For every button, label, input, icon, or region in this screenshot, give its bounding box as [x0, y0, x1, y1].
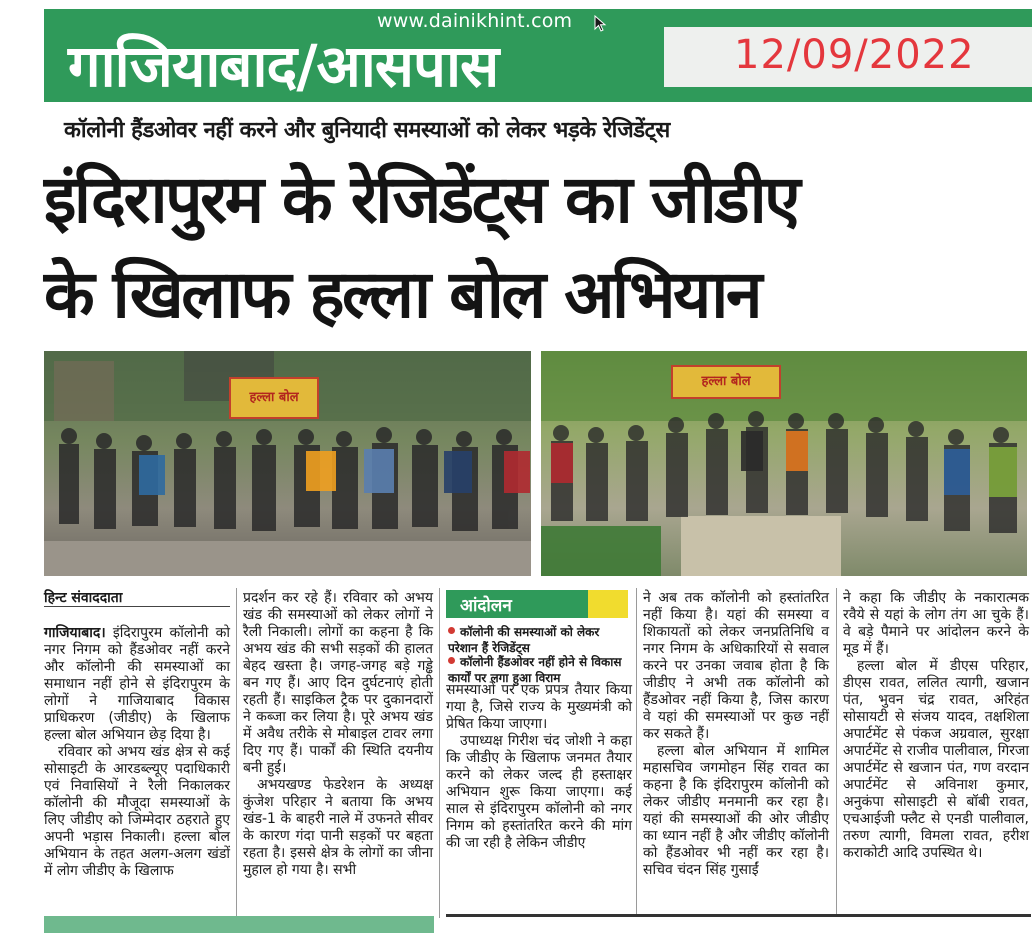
rally-photo-left	[44, 351, 531, 576]
headline-line-1: इंदिरापुरम के रेजिडेंट्स का जीडीए	[44, 161, 799, 238]
column-divider	[836, 588, 837, 918]
infobox-accent	[588, 590, 628, 618]
article-paragraph: रविवार को अभय खंड क्षेत्र से कई सोसाइटी के आरडब्ल्यूए पदाधिकारी एवं निवासियों ने रैली निकालकर कॉलोनी की मौजूदा समस्याओं के लिए जीडीए को जिम्मेदार ठहराते हुए अपनी भड़ास निकाली। हल्ला बोल अभियान के तहत अलग-अलग खंडों में लोग जीडीए के खिलाफ	[44, 744, 230, 879]
next-story-strip	[44, 916, 434, 933]
article-paragraph: गाजियाबाद। इंदिरापुरम कॉलोनी को नगर निगम को हैंडओवर नहीं करने और कॉलोनी की समस्याओं का समाधान नहीं होने से इंदिरापुरम के लोगों ने गाजियाबाद विकास प्राधिकरण (जीडीए) के खिलाफ हल्ला बोल अभियान छेड़ दिया है।	[44, 625, 230, 743]
dateline: गाजियाबाद।	[44, 625, 106, 641]
article-subheadline: कॉलोनी हैंडओवर नहीं करने और बुनियादी समस्याओं को लेकर भड़के रेजिडेंट्स	[64, 118, 670, 143]
crowd-silhouette-right	[541, 351, 1027, 576]
article-paragraph: प्रदर्शन कर रहे हैं। रविवार को अभय खंड की समस्याओं को लेकर लोगों ने रैली निकाली। लोगों का कहना है कि अभय खंड की सभी सड़कों की हालत बेहद खस्ता है। जगह-जगह बड़े गड्ढे बन गए हैं। आए दिन दुर्घटनाएं होती रहती हैं। साइकिल ट्रैक पर दुकानदारों ने कब्जा कर लिया है। पूरे अभय खंड में अवैध तरीके से मोबाइल टावर लगा दिए गए हैं। पार्कों की स्थिति दयनीय बनी हुई।	[243, 590, 433, 776]
column-divider	[236, 588, 237, 918]
article-column-5	[843, 590, 1029, 862]
infobox	[446, 590, 628, 685]
bullet-icon	[448, 657, 455, 664]
website-url[interactable]: www.dainikhint.com	[377, 10, 573, 32]
rally-banner-right-text: हल्ला बोल	[701, 374, 751, 389]
rally-banner-left	[229, 377, 319, 419]
rally-banner-left-text: हल्ला बोल	[249, 390, 299, 405]
article-paragraph: हल्ला बोल में डीएस परिहार, डीएस रावत, ललित त्यागी, खजान पंत, भुवन चंद्र रावत, अरिहंत सोसायटी से संजय यादव, तक्षशिला अपार्टमेंट से पंकज अग्रवाल, सुरक्षा अपार्टमेंट से राजीव पालीवाल, गिरजा अपार्टमेंट से खजान पंत, गण वरदान अपार्टमेंट से अविनाश कुमार, अनुकंपा सोसाइटी से बॉबी रावत, एचआईजी फ्लैट से एनडी पालीवाल, तरुण त्यागी, विमला रावत, हरीश कराकोटी आदि उपस्थित थे।	[843, 658, 1029, 861]
infobox-header	[446, 590, 628, 618]
section-banner	[44, 9, 1032, 102]
article-paragraph: अभयखण्ड फेडरेशन के अध्यक्ष कुंजेश परिहार ने बताया कि अभय खंड-1 के बाहरी नाले में उफनते सीवर के कारण गंदा पानी सड़कों पर बहता रहता है। इससे क्षेत्र के लोगों का जीना मुहाल हो गया है। सभी	[243, 777, 433, 878]
infobox-item: कॉलोनी हैंडओवर नहीं होने से विकास कार्यों पर लगा हुआ विराम	[448, 655, 622, 685]
column-divider	[439, 588, 440, 918]
section-title: गाजियाबाद/आसपास	[68, 32, 499, 100]
mouse-cursor-icon	[594, 15, 608, 33]
byline: हिन्ट संवाददाता	[44, 590, 123, 606]
article-paragraph: समस्याओं पर एक प्रपत्र तैयार किया गया है, जिसे राज्य के मुख्यमंत्री को प्रेषित किया जाएगा।	[446, 682, 632, 732]
article-column-4	[643, 590, 829, 879]
issue-date: 12/09/2022	[734, 32, 975, 78]
article-paragraph: उपाध्यक्ष गिरीश चंद जोशी ने कहा कि जीडीए के खिलाफ जनमत तैयार करने को लेकर जल्द ही हस्ताक्षर अभियान शुरू किया जाएगा। कई साल से इंदिरापुरम कॉलोनी को नगर निगम को हस्तांतरित करने की मांग की जा रही है लेकिन जीडीए	[446, 733, 632, 851]
rally-banner-right	[671, 365, 781, 399]
article-column-3	[446, 682, 632, 852]
article-column-1	[44, 625, 230, 880]
date-box	[664, 27, 1032, 87]
article-paragraph: हल्ला बोल अभियान में शामिल महासचिव जगमोहन सिंह रावत का कहना है कि इंदिरापुरम कॉलोनी को लेकर जीडीए मनमानी कर रहा है। यहां की समस्याओं की ओर जीडीए का ध्यान नहीं है और जीडीए कॉलोनी को हैंडओवर भी नहीं कर रहा है। सचिव चंदन सिंह गुसाईं	[643, 743, 829, 878]
infobox-item: कॉलोनी की समस्याओं को लेकर परेशान हैं रेजिडेंट्स	[448, 625, 600, 655]
article-headline	[44, 152, 1034, 342]
article-paragraph: ने कहा कि जीडीए के नकारात्मक रवैये से यहां के लोग तंग आ चुके हैं। वे बड़े पैमाने पर आंदोलन करने के मूड में हैं।	[843, 590, 1029, 657]
infobox-title: आंदोलन	[460, 596, 512, 616]
byline-divider	[44, 606, 230, 607]
headline-line-2: के खिलाफ हल्ला बोल अभियान	[44, 256, 761, 333]
bullet-icon	[448, 627, 455, 634]
next-story-headline-rule	[446, 914, 1031, 933]
article-paragraph: ने अब तक कॉलोनी को हस्तांतरित नहीं किया है। यहां की समस्या व शिकायतों को लेकर जनप्रतिनिधि व नगर निगम के अधिकारियों से सवाल करने पर उनका जवाब होता है कि जीडीए ने अभी तक कॉलोनी को हैंडओवर नहीं किया है, जिस कारण वे यहां की समस्याओं पर कुछ नहीं कर सकते हैं।	[643, 590, 829, 742]
column-divider	[636, 588, 637, 918]
rally-photo-right	[541, 351, 1027, 576]
article-column-2	[243, 590, 433, 879]
